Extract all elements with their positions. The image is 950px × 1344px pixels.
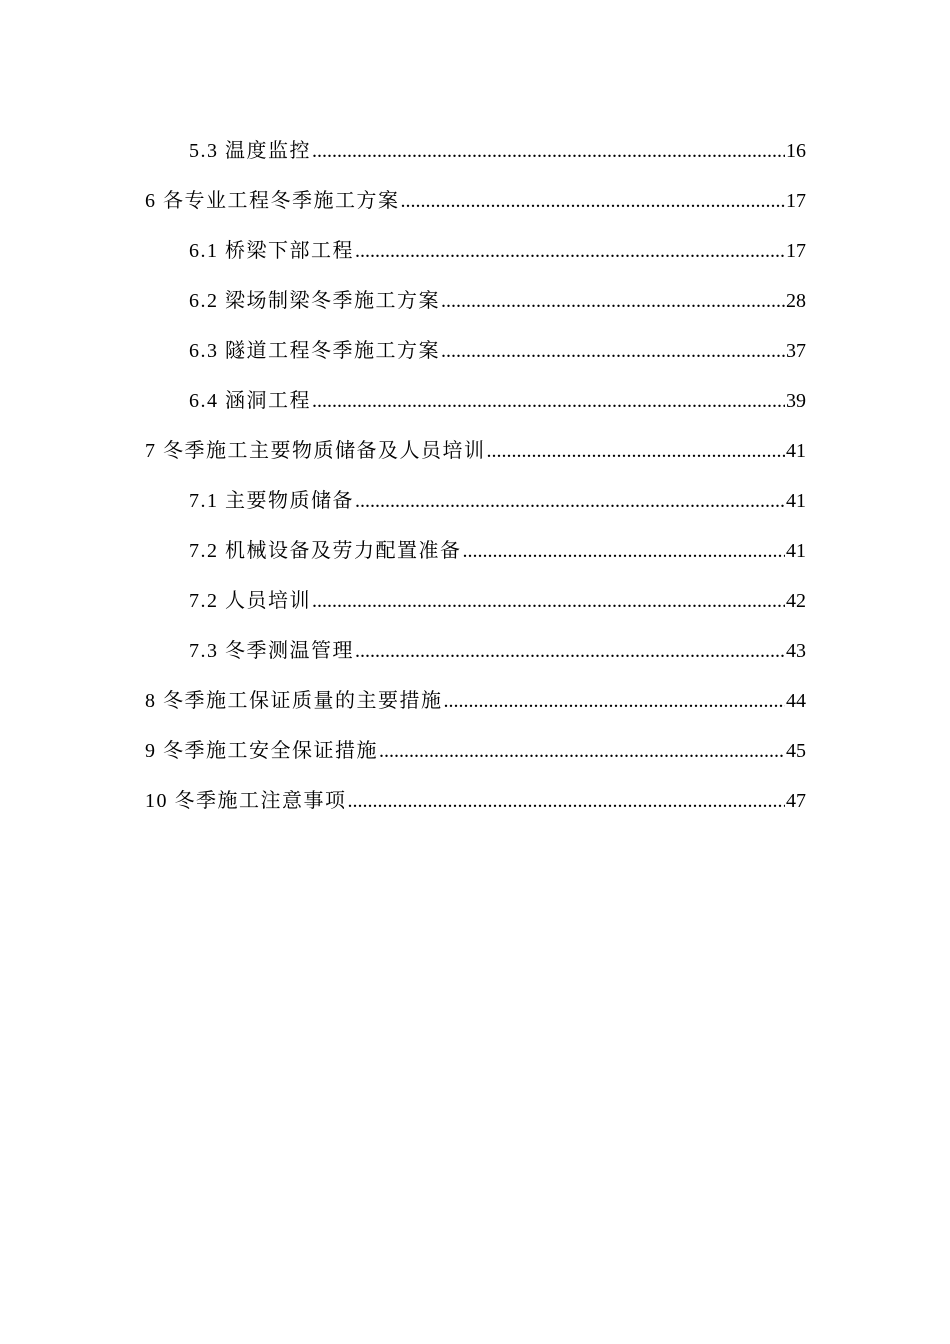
toc-entry-6-1[interactable] <box>0 226 950 276</box>
toc-entry-6[interactable] <box>0 176 950 226</box>
toc-dot-leader <box>379 726 785 776</box>
toc-dot-leader <box>312 376 785 426</box>
toc-page-number: 42 <box>786 590 806 612</box>
toc-entry-6-2[interactable] <box>0 276 950 326</box>
toc-entry-5-3[interactable] <box>0 126 950 176</box>
toc-dot-leader <box>312 126 785 176</box>
toc-dot-leader <box>355 226 785 276</box>
toc-entry-title: 7.2 机械设备及劳力配置准备 <box>189 540 462 562</box>
toc-entry-title: 6 各专业工程冬季施工方案 <box>145 190 400 212</box>
toc-entry-title: 6.2 梁场制梁冬季施工方案 <box>189 290 440 312</box>
toc-entry-title: 7.1 主要物质储备 <box>189 490 354 512</box>
toc-entry-title: 8 冬季施工保证质量的主要措施 <box>145 690 443 712</box>
toc-entry-7-2-training[interactable] <box>0 576 950 626</box>
toc-page-number: 16 <box>786 140 806 162</box>
toc-dot-leader <box>487 426 786 476</box>
toc-entry-title: 7.2 人员培训 <box>189 590 311 612</box>
toc-page-number: 28 <box>786 290 806 312</box>
toc-entry-7[interactable] <box>0 426 950 476</box>
toc-page-number: 17 <box>786 190 806 212</box>
toc-dot-leader <box>401 176 786 226</box>
toc-page-number: 39 <box>786 390 806 412</box>
toc-entry-7-3[interactable] <box>0 626 950 676</box>
toc-dot-leader <box>463 526 786 576</box>
toc-entry-6-4[interactable] <box>0 376 950 426</box>
toc-page-number: 41 <box>786 540 806 562</box>
toc-page-number: 17 <box>786 240 806 262</box>
toc-dot-leader <box>355 626 785 676</box>
toc-page-number: 37 <box>786 340 806 362</box>
toc-entry-title: 6.1 桥梁下部工程 <box>189 240 354 262</box>
toc-entry-title: 10 冬季施工注意事项 <box>145 790 347 812</box>
table-of-contents <box>0 126 950 826</box>
toc-entry-title: 9 冬季施工安全保证措施 <box>145 740 378 762</box>
toc-page-number: 41 <box>786 440 806 462</box>
toc-page-number: 47 <box>786 790 806 812</box>
toc-page-number: 43 <box>786 640 806 662</box>
toc-entry-6-3[interactable] <box>0 326 950 376</box>
toc-entry-title: 7.3 冬季测温管理 <box>189 640 354 662</box>
toc-entry-9[interactable] <box>0 726 950 776</box>
toc-entry-8[interactable] <box>0 676 950 726</box>
toc-dot-leader <box>348 776 786 826</box>
toc-entry-10[interactable] <box>0 776 950 826</box>
toc-page-number: 41 <box>786 490 806 512</box>
toc-entry-title: 6.3 隧道工程冬季施工方案 <box>189 340 440 362</box>
toc-entry-title: 6.4 涵洞工程 <box>189 390 311 412</box>
toc-dot-leader <box>312 576 785 626</box>
toc-dot-leader <box>355 476 785 526</box>
toc-page-number: 44 <box>786 690 806 712</box>
toc-dot-leader <box>441 326 785 376</box>
toc-dot-leader <box>441 276 785 326</box>
toc-page-number: 45 <box>786 740 806 762</box>
toc-entry-7-2-equipment[interactable] <box>0 526 950 576</box>
toc-entry-title: 5.3 温度监控 <box>189 140 311 162</box>
toc-entry-7-1[interactable] <box>0 476 950 526</box>
toc-entry-title: 7 冬季施工主要物质储备及人员培训 <box>145 440 486 462</box>
toc-dot-leader <box>444 676 786 726</box>
